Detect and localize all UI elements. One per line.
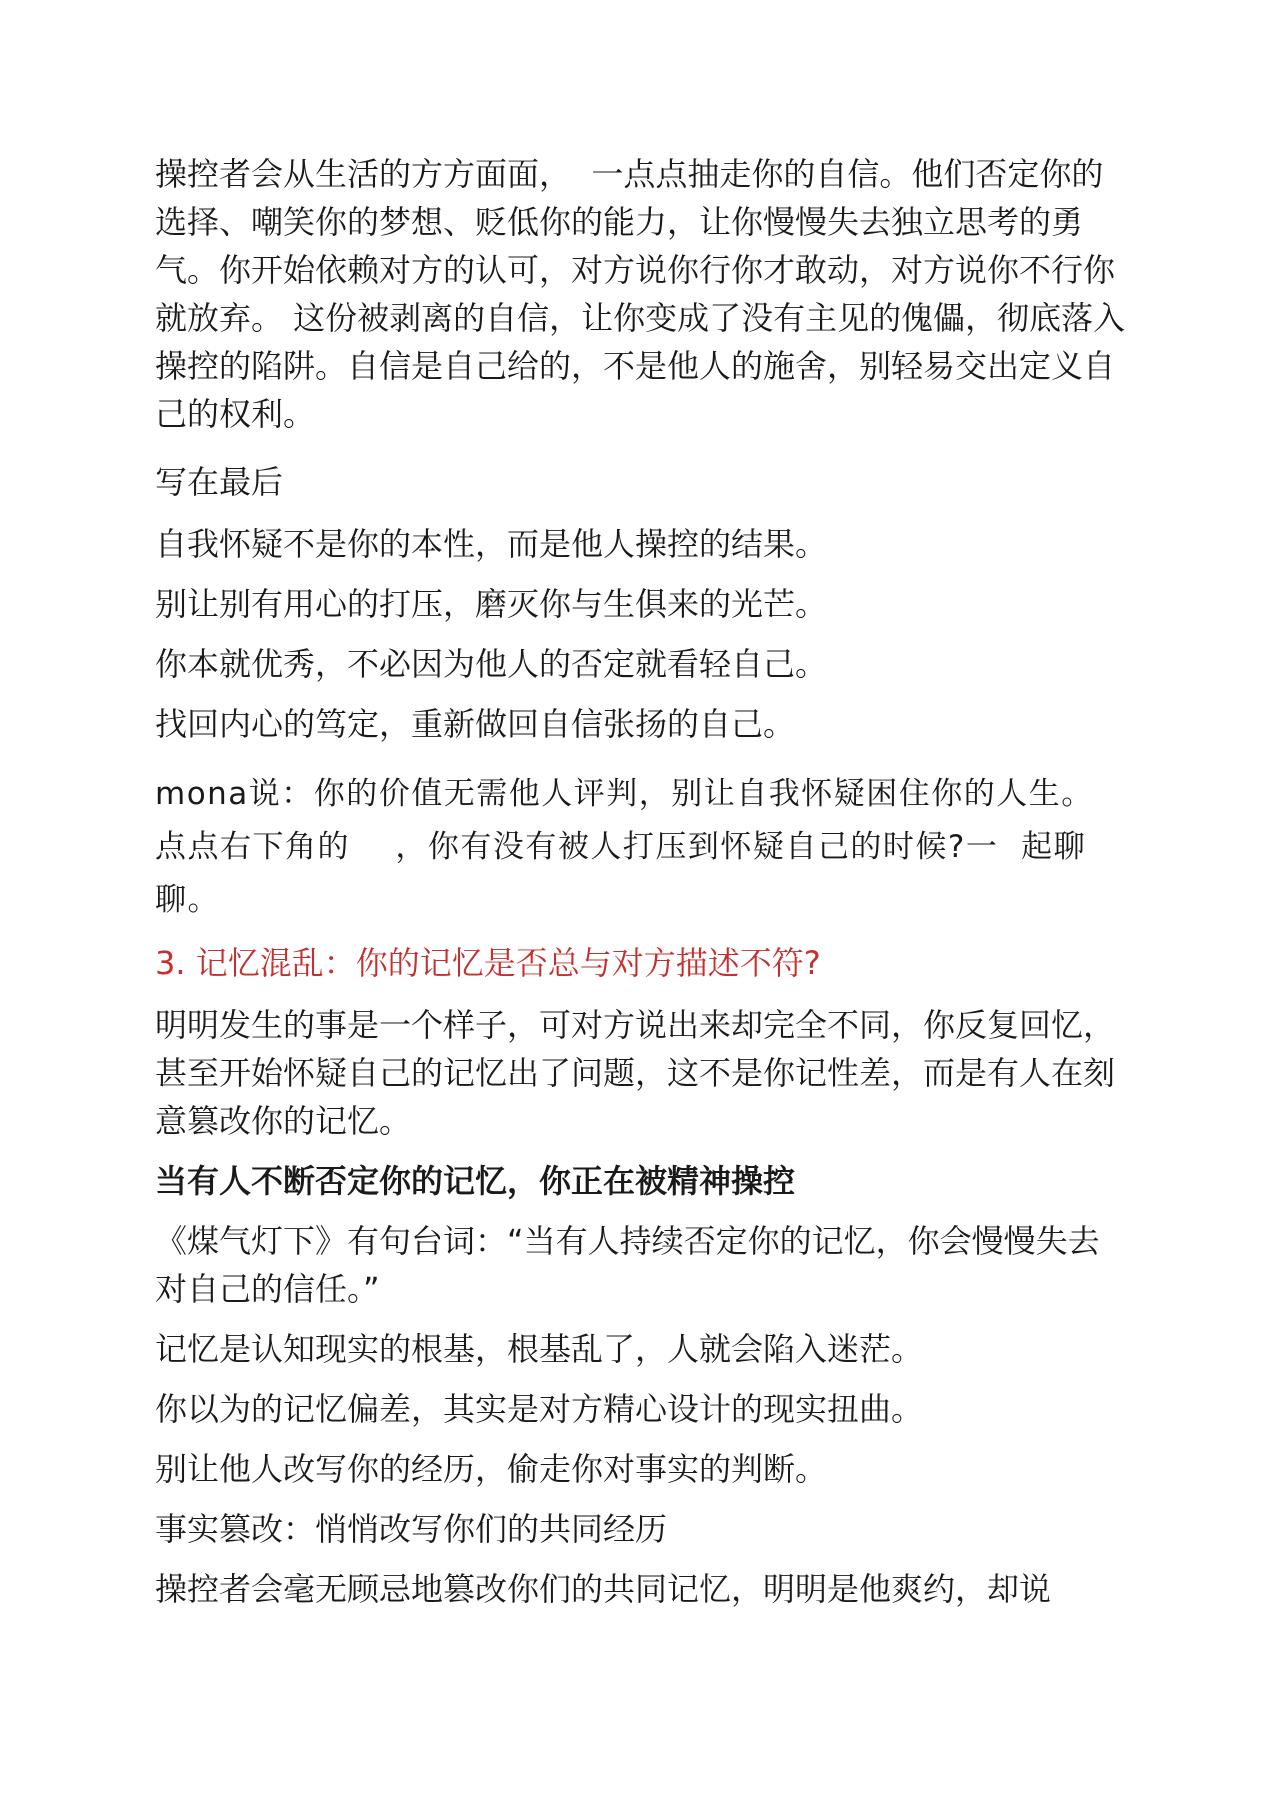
quote-gaslight: 《煤气灯下》有句台词：“当有人持续否定你的记忆，你会慢慢失去对自己的信任。” (155, 1222, 1100, 1308)
paragraph-confidence: 操控者会从生活的方方面面， 一点点抽走你的自信。他们否定你的选择、嘲笑你的梦想、贬低你的能力，让你慢慢失去独立思考的勇气。你开始依赖对方的认可，对方说你行你才敢动，对方说你不行你就放弃。 这份被剥离的自信，让你变成了没有主见的傀儡，彻底落入操控的陷阱。自信是自己给的，不是他人的施舍，别轻易交出定义自己的权利。 (155, 155, 1126, 433)
paragraph-memory: 明明发生的事是一个样子，可对方说出来却完全不同，你反复回忆，甚至开始怀疑自己的记忆出了问题，这不是你记性差，而是有人在刻意篡改你的记忆。 (155, 1006, 1116, 1140)
closing-line-1: 自我怀疑不是你的本性，而是他人操控的结果。 (155, 525, 828, 563)
closing-line-2: 别让别有用心的打压，磨灭你与生俱来的光芒。 (155, 585, 828, 623)
memory-line-1: 记忆是认知现实的根基，根基乱了，人就会陷入迷茫。 (155, 1330, 924, 1368)
section-heading-memory: 3. 记忆混乱：你的记忆是否总与对方描述不符? (155, 944, 821, 982)
memory-line-3: 别让他人改写你的经历，偷走你对事实的判断。 (155, 1450, 828, 1488)
mona-comment: mona说：你的价值无需他人评判，别让自我怀疑困住你的人生。 点点右下角的 ，你有没有被人打压到怀疑自己的时候?一 起聊聊。 (155, 776, 1106, 918)
paragraph-fact-tampering: 操控者会毫无顾忌地篡改你们的共同记忆，明明是他爽约，却说 (155, 1570, 1052, 1608)
bold-subheading: 当有人不断否定你的记忆，你正在被精神操控 (155, 1162, 796, 1200)
closing-line-3: 你本就优秀，不必因为他人的否定就看轻自己。 (155, 645, 828, 683)
closing-line-4: 找回内心的笃定，重新做回自信张扬的自己。 (155, 705, 796, 743)
memory-line-2: 你以为的记忆偏差，其实是对方精心设计的现实扭曲。 (155, 1390, 924, 1428)
document-body (155, 150, 1130, 1613)
subheading-fact-tampering: 事实篡改：悄悄改写你们的共同经历 (155, 1510, 668, 1548)
section-heading-closing: 写在最后 (155, 463, 284, 501)
